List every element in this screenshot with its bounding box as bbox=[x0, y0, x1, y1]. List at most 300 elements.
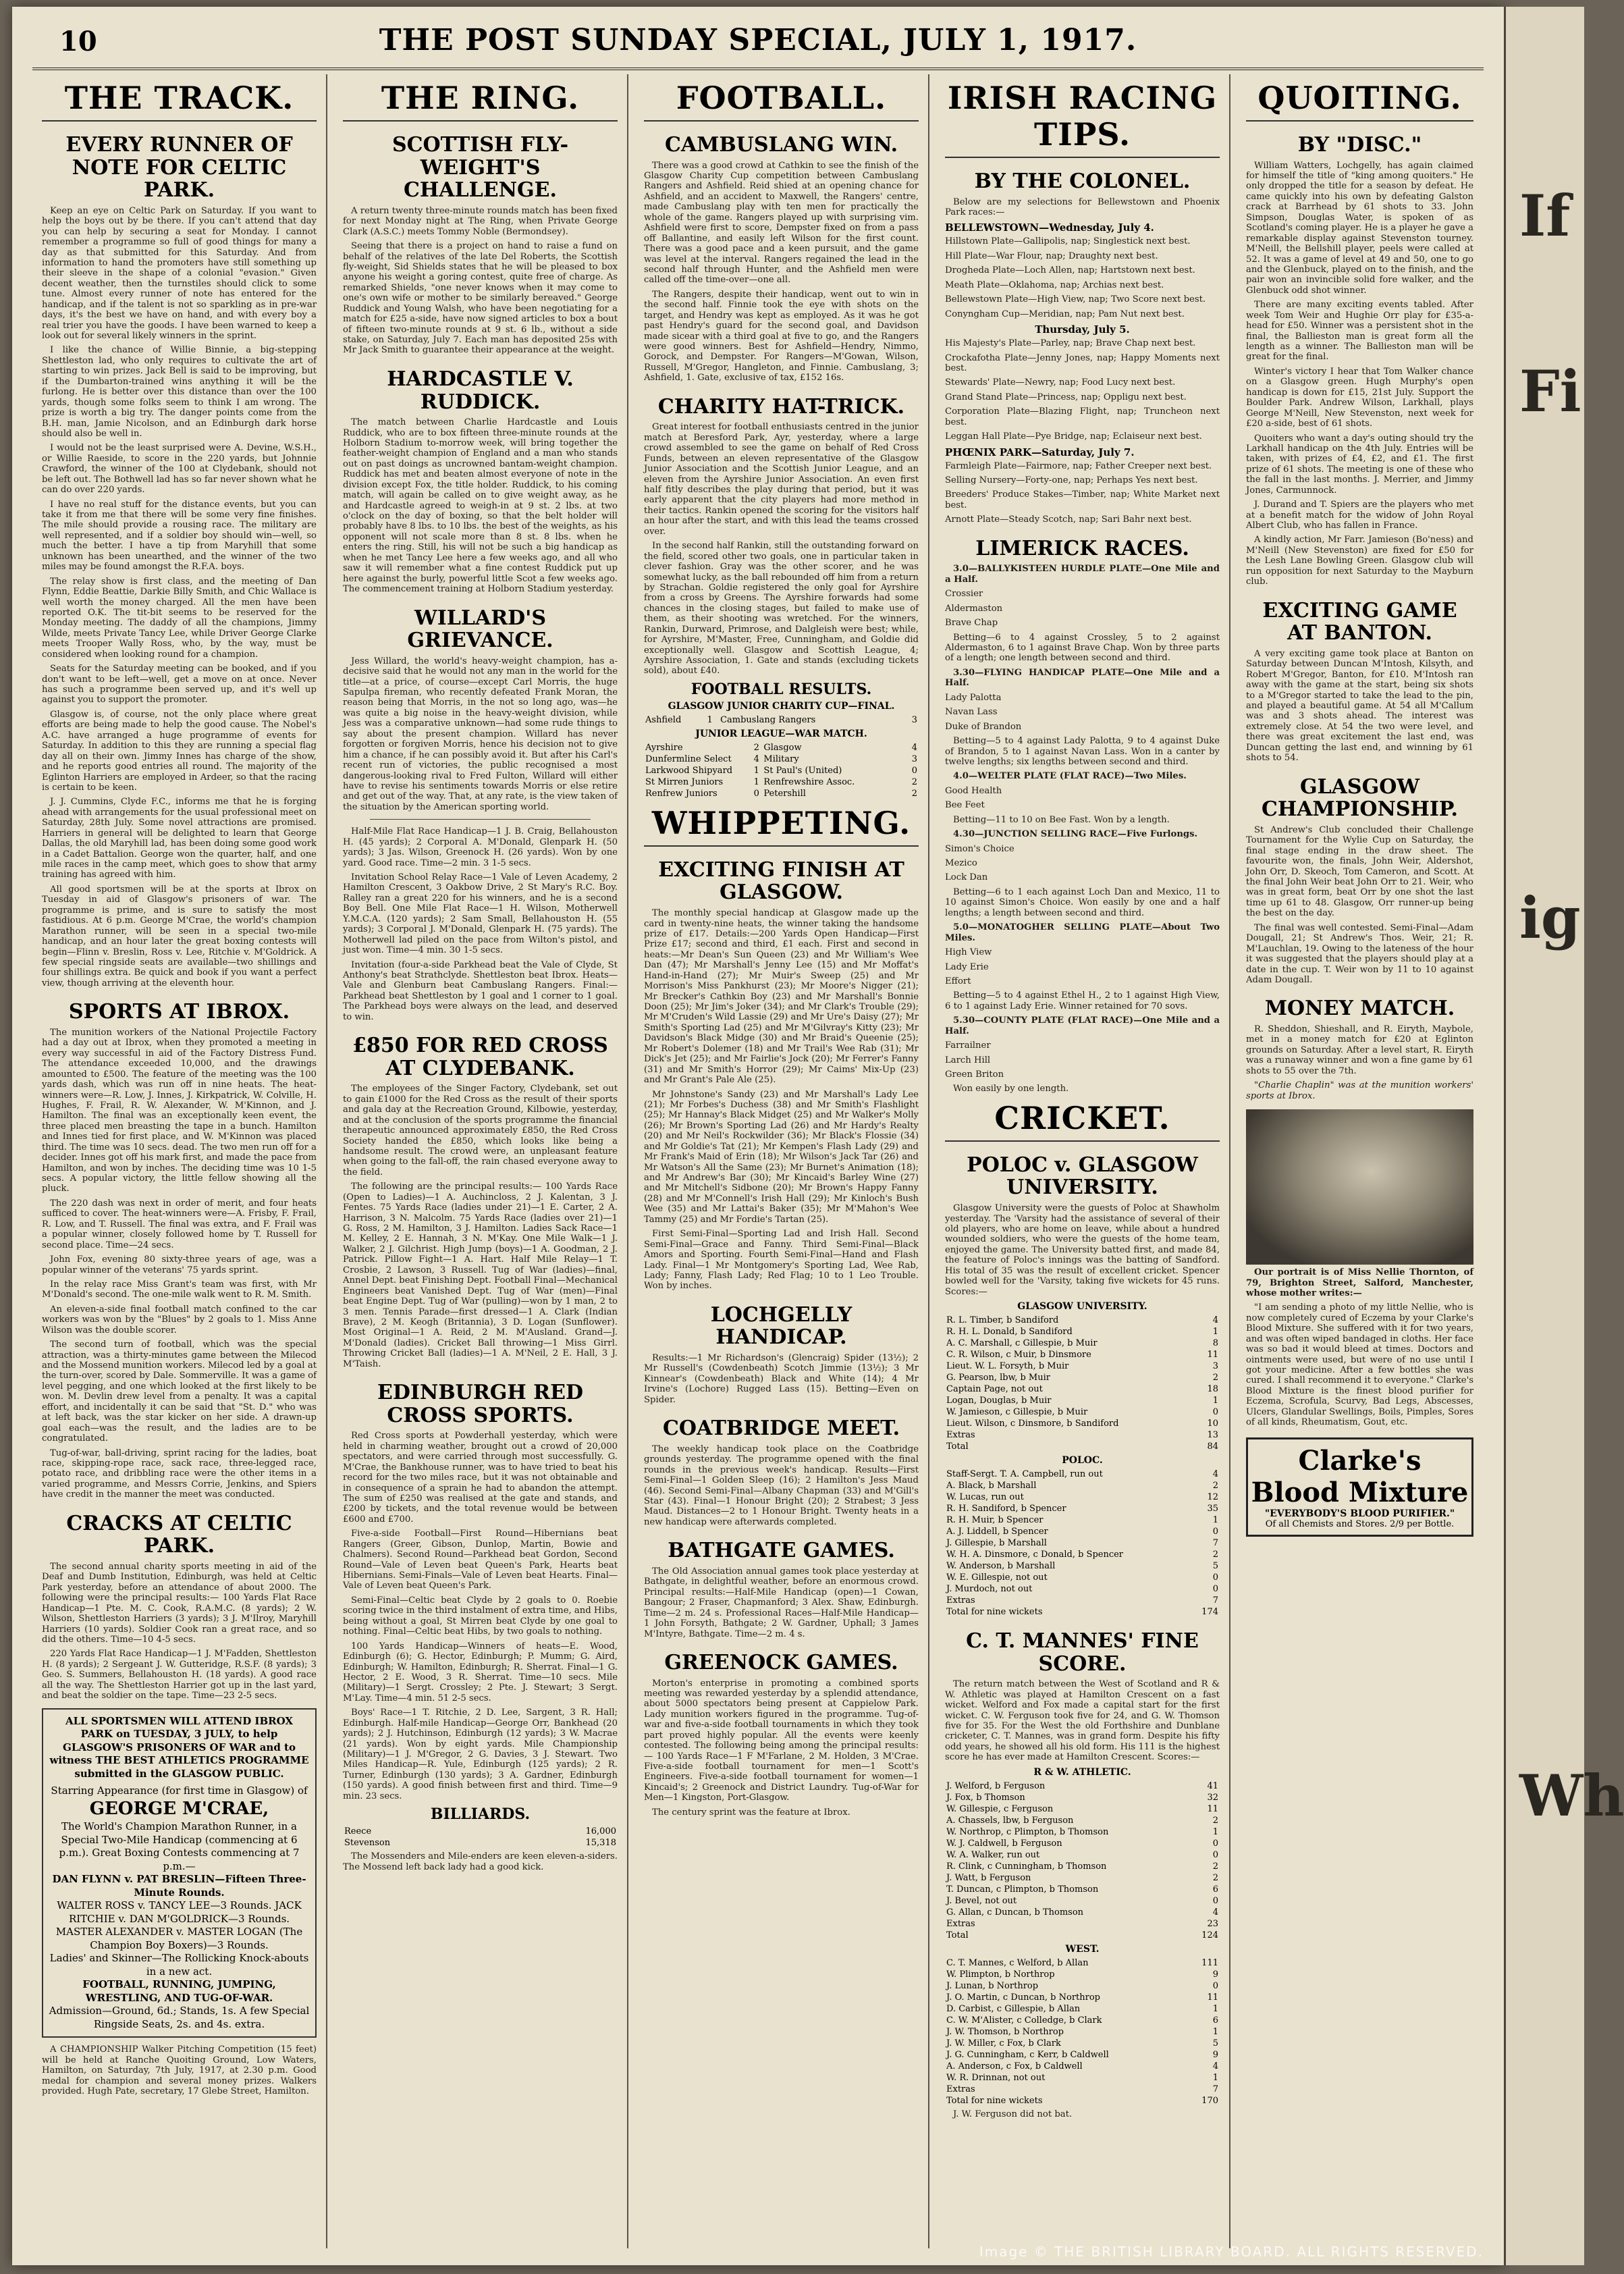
list-item: Corporation Plate—Blazing Flight, nap; Truncheon next best. bbox=[945, 406, 1220, 427]
article-headline: EXCITING GAME AT BANTON. bbox=[1262, 598, 1457, 645]
article-paragraph: R. Sheddon, Shieshall, and R. Eiryth, Maybole, met in a money match for £20 at Eglinton grounds on Saturday. After a level start, R. Eiryth was a runaway winner and won a fine game by 61 shots to 55 over the 7th. bbox=[1246, 1024, 1473, 1076]
race-betting: Betting—6 to 4 against Crossley, 5 to 2 against Aldermaston, 6 to 1 against Brave Chap. Won by three parts of a length; one length between second and third. bbox=[945, 632, 1220, 664]
article-paragraph: 220 Yards Flat Race Handicap—1 J. M'Fadden, Shettleston H. (8 yards); 2 Sergeant J. W. Gutteridge, R.S.F. (8 yards); 3 Geo. S. Summers, Bellahouston H. (18 yards). A good race all the way. The Shettleston Harrier got up in the last yard, and beat the soldier on the tape. Time—23 2-5 secs. bbox=[42, 1649, 317, 1701]
ibrox-advert bbox=[42, 1708, 317, 2038]
table-cell: 4 bbox=[753, 753, 759, 764]
table-cell: G. Pearson, lbw, b Muir bbox=[946, 1373, 1050, 1383]
table-cell: 1 bbox=[753, 765, 759, 776]
table-row bbox=[945, 1992, 1220, 2003]
scorecard-poloc bbox=[945, 1469, 1220, 1618]
table-row bbox=[945, 1491, 1220, 1503]
table-cell: Lieut. W. L. Forsyth, b Muir bbox=[946, 1361, 1069, 1371]
table-cell: 5 bbox=[1212, 2038, 1218, 2048]
article-paragraph: The century sprint was the feature at Ibrox. bbox=[652, 1807, 850, 1818]
table-cell: 4 bbox=[911, 742, 917, 753]
column-irish-racing bbox=[936, 74, 1230, 2248]
article-paragraph: Mr Johnstone's Sandy (23) and Mr Marshall's Lady Lee (21); Mr Forbes's Duchess (38) and Mr Smith's Flashlight (25); Mr Hannay's Black Midget (25) and Mr Walker's Molly (26); Mr Brown's Sporting Lad (26) and Mr Hardy's Realty (20) and Mr Neil's Rockwilder (36); Mr Black's Flossie (34) and Mr Goldie's Tat (21); Mr Kempen's Flash Lady (29) and Mr Frank's Maid of Erin (18); Mr Wilson's Jack Tar (26) and Mr Watson's All the Same (23); Mr Burnet's Animation (18); and Mr Andrew's Bar (30); Mr Kincaid's Barley Wine (27) and Mr Mitchell's Sidbone (20); Mr Brown's Happy Fanny (28) and Mr M'Connell's Irish Hall (29); Mr Kinloch's Bush Wee (35) and Mr Lattai's Baker (35); Mr M'Mahon's Wee Tammy (25) and Mr Fordie's Tartan (25). bbox=[644, 1089, 919, 1225]
table-cell: 2 bbox=[1212, 1550, 1218, 1560]
article-paragraph: Winter's victory I hear that Tom Walker chance on a Glasgow green. Hugh Murphy's open handicap is down for £15, 21st July. Support the Boulder Park. Andrew Wilson, Larkhall, plays George M'Neill, New Stevenston, next week for £20 a-side, best of 61 shots. bbox=[1246, 366, 1473, 429]
meeting-heading: BELLEWSTOWN—Wednesday, July 4. bbox=[945, 221, 1154, 234]
article-headline: WILLARD'S GRIEVANCE. bbox=[407, 606, 553, 653]
table-cell: 11 bbox=[1207, 1350, 1218, 1360]
advert-head: ALL SPORTSMEN WILL ATTEND IBROX PARK on TUESDAY, 3 JULY, to help GLASGOW'S PRISONERS OF WAR and to witness THE BEST ATHLETICS PROGRAMME submitted in the GLASGOW PUBLIC. bbox=[49, 1714, 309, 1780]
list-item: Mezico bbox=[945, 858, 977, 868]
table-cell: 111 bbox=[1201, 1957, 1218, 1968]
table-cell: 4 bbox=[1212, 1315, 1218, 1325]
section-heading: QUOITING. bbox=[1246, 80, 1473, 122]
table-cell: 0 bbox=[911, 765, 917, 776]
list-item: Bee Feet bbox=[945, 800, 985, 811]
table-row bbox=[945, 1349, 1220, 1360]
table-row bbox=[644, 765, 919, 776]
table-cell: 11 bbox=[1207, 1803, 1218, 1814]
table-row bbox=[945, 1980, 1220, 1992]
advert-line: Admission—Ground, 6d.; Stands, 1s. A few Special Ringside Seats, 2s. and 4s. extra. bbox=[49, 2005, 310, 2030]
article-headline: EVERY RUNNER OF NOTE FOR CELTIC PARK. bbox=[65, 133, 293, 203]
article-paragraph: The 220 dash was next in order of merit, and four heats sufficed to cover. The heat-winners were—A. Frisby, F. Frail, R. Low, and T. Russell. The final was extra, and F. Frail was a popular winner, closely followed home by T. Russell for second place. Time—24 secs. bbox=[42, 1198, 317, 1250]
table-cell: 3 bbox=[911, 753, 917, 764]
article-paragraph: A return twenty three-minute rounds match has been fixed for next Monday night at The Ring, when Private George Clark (A.S.C.) meets Tommy Noble (Bermondsey). bbox=[343, 205, 618, 237]
table-cell: Extras bbox=[946, 2084, 975, 2094]
race-betting: Won easily by one length. bbox=[953, 1084, 1069, 1094]
portrait-caption: Our portrait is of Miss Nellie Thornton, of 79, Brighton Street, Salford, Manchester, whose mother writes:— bbox=[1246, 1267, 1473, 1298]
column-quoiting bbox=[1237, 74, 1483, 2248]
table-cell: 0 bbox=[753, 788, 759, 799]
article-paragraph: I like the chance of Willie Binnie, a big-stepping Shettleston lad, who only requires to cultivate the art of starting to win prizes. Jack Bell is said to be improving, but if the Dumbarton-trained wins anything it will be the furlong. He is better over this distance than over the 100 yards, though some folks seem to think I am wrong. The prize is worth a big try. The danger points come from the B.H. man, Jamie Nicolson, and an Edinburgh dark horse should also be well in. bbox=[42, 345, 317, 439]
article-headline: LOCHGELLY HANDICAP. bbox=[710, 1302, 852, 1350]
list-item: Effort bbox=[945, 976, 971, 986]
scorecard-total bbox=[945, 1930, 1220, 1941]
article-headline: EXCITING FINISH AT GLASGOW. bbox=[658, 857, 904, 905]
article-paragraph: Jess Willard, the world's heavy-weight champion, has a-decisive said that he would not any man in the world for the title—at a price, of course—except Carl Morris, the huge Sapulpa fireman, who recently defeated Frank Moran, the reason being that Morris, in the not so long ago, was—he was quite a big noise in the heavy-weight division, while Jess was a comparative unknown—had some rude things to say about the present champion. Willard has never forgotten or forgiven Morris, hence his decision not to give him a chance, if he can possibly avoid it. But after his Carl's recent run of victories, the public recognised a most dangerous-looking rival to Fred Fulton, Willard will either have to revise his sentiments towards Morris or else retire and get out of the way. That, at any rate, is the view taken of the situation by the American sporting world. bbox=[343, 656, 618, 812]
placings bbox=[945, 693, 1220, 732]
table-cell: Total for nine wickets bbox=[946, 1607, 1043, 1617]
advert-line: WALTER ROSS v. TANCY LEE—3 Rounds. JACK RITCHIE v. DAN M'GOLDRICK—3 Rounds. MASTER ALEXANDER v. MASTER LOGAN (The Champion Boy Boxers)—3 Rounds. bbox=[55, 1899, 303, 1951]
table-cell: W. Northrop, c Plimpton, b Thomson bbox=[946, 1826, 1109, 1837]
article-headline: CRACKS AT CELTIC PARK. bbox=[66, 1511, 292, 1558]
scorecard-rows bbox=[945, 1315, 1220, 1441]
list-item: Crockafotha Plate—Jenny Jones, nap; Happy Moments next best. bbox=[945, 352, 1220, 373]
column-ring bbox=[333, 74, 628, 2248]
table-cell: 0 bbox=[1212, 1407, 1218, 1417]
article-headline: CAMBUSLANG WIN. bbox=[664, 133, 898, 157]
table-cell: J. Watt, b Ferguson bbox=[946, 1872, 1031, 1883]
list-item: Farrailner bbox=[945, 1040, 991, 1051]
article-paragraph: The munition workers of the National Projectile Factory had a day out at Ibrox, when they promoted a meeting in every way successful in aid of the Factory Distress Fund. The attendance exceeded 10,000, and the drawings amounted to £500. The feature of the meeting was the 100 yards dash, which was run off in nine heats. The heat-winners were—R. Low, J. Innes, J. Kirkpatrick, W. Colville, H. Hughes, F. Frail, R. W. Alexander, W. M'Kinnon, and J. Hamilton. The final was an exceptionally keen event, the three placed men breasting the tape in a bunch. Hamilton and Innes tied for first place, and W. M'Kinnon was placed third. The time was 10 secs. dead. The two men run off for a decider. Innes got off his mark first, and made the pace from Hamilton, and won by inches. The deciding time was 10 1-5 secs. A popular victory, the little fellow showing all the pluck. bbox=[42, 1027, 317, 1194]
table-cell: W. Gillespie, c Ferguson bbox=[946, 1803, 1054, 1814]
table-cell: Ashfield bbox=[645, 714, 682, 725]
divider bbox=[370, 819, 591, 820]
child-portrait-photo bbox=[1246, 1109, 1473, 1265]
table-cell: St Paul's (United) bbox=[763, 765, 842, 776]
article-paragraph: "Charlie Chaplin" was at the munition workers' sports at Ibrox. bbox=[1246, 1080, 1473, 1101]
table-row bbox=[945, 1383, 1220, 1395]
clarke-advert bbox=[1246, 1437, 1473, 1537]
table-row bbox=[945, 1930, 1220, 1941]
section-heading: THE TRACK. bbox=[42, 80, 317, 122]
table-cell: W. Anderson, b Marshall bbox=[946, 1561, 1056, 1571]
table-cell: 4 bbox=[1212, 2061, 1218, 2071]
table-cell: Total bbox=[946, 1930, 969, 1940]
clarke-small: Of all Chemists and Stores. 2/9 per Bottle. bbox=[1265, 1518, 1455, 1529]
article-paragraph: Half-Mile Flat Race Handicap—1 J. B. Craig, Bellahouston H. (45 yards); 2 Corporal A. M'Donald, Glenpark H. (50 yards); 3 Jas. Wilson, Greenock H. (26 yards). Won by one yard. Good race. Time—2 min. 3 1-5 secs. bbox=[343, 826, 618, 868]
article-headline: BY THE COLONEL. bbox=[974, 169, 1191, 193]
table-cell: C. R. Wilson, c Muir, b Dinsmore bbox=[946, 1350, 1091, 1360]
article-headline: SCOTTISH FLY-WEIGHT'S CHALLENGE. bbox=[391, 133, 569, 203]
table-cell: 7 bbox=[1212, 2084, 1218, 2094]
article-paragraph: The Old Association annual games took place yesterday at Bathgate, in delightful weather, before an enormous crowd. Principal results:—Half-Mile Handicap (open)—1 Cowan, Bangour; 2 Fraser, Chapmanford; 3 Alex. Shaw, Edinburgh. Time—2 m. 24 s. Professional Races—Half-Mile Handicap—1 John Forsyth, Bathgate; 2 W. Gardner, Uphall; 3 James M'Intyre, Bathgate. Time—2 m. 4 s. bbox=[644, 1566, 919, 1639]
column-football bbox=[634, 74, 929, 2248]
article-paragraph: A very exciting game took place at Banton on Saturday between Duncan M'Intosh, Kilsyth, and Robert M'Gregor, Banton, for £10. M'Intosh ran away with the game at the start, being six shots to a M'Gregor started to take the lead to the pin, and played a beautiful game. At 54 all M'Callum was and 3 shots ahead. The interest was extremely close. At 54 the two were level, and there was great excitement the last end, was Duncan getting the last end, and winning by 61 shots to 54. bbox=[1246, 648, 1473, 764]
results-subheading: GLASGOW JUNIOR CHARITY CUP—FINAL. bbox=[668, 700, 895, 712]
list-item: Good Health bbox=[945, 785, 1002, 796]
article-paragraph: In the second half Rankin, still the outstanding forward on the field, scored other two goals, one in particular taken in clever fashion. Gray was the other scorer, and he was somewhat lucky, as the ball rebounded off him from a return by Strachan. Goldie registered the only goal for Ayrshire from a cross by Greens. The Ayrshire forwards had some chances in the closing stages, but failed to make use of them, as their shooting was wretched. For the winners, Rankin, Durward, Primrose, and Dalgleish were best; while, for Ayrshire, M'Master, Free, Cunningham, and Goldie did exceptionally well. Glasgow and Scottish League, 4; Ayrshire Association, 1. Gate and stands (excluding tickets sold), about £40. bbox=[644, 541, 919, 677]
table-cell: 0 bbox=[1212, 1527, 1218, 1537]
article-paragraph: Morton's enterprise in promoting a combined sports meeting was rewarded yesterday by a splendid attendance, about 5000 spectators being present at Cappielow Park. Lady munition workers figured in the programme. Tug-of-war and five-a-side football tournaments in which they took part proved highly popular. All the events were keenly contested. The following being among the principal results:— 100 Yards Race—1 F M'Farlane, 2 M. Holden, 3 M'Crae. Five-a-side football tournament for men—1 Scott's Engineers. Five-a-side football tournament for women—1 Kincaid's; 2 Greenock and District Laundry. Tug-of-War for Men—1 Kingston, Port-Glasgow. bbox=[644, 1678, 919, 1803]
table-cell: J. W. Miller, c Fox, b Clark bbox=[946, 2038, 1061, 2048]
list-item: Lady Erie bbox=[945, 961, 989, 972]
article-headline: BATHGATE GAMES. bbox=[668, 1539, 895, 1563]
placings bbox=[945, 947, 1220, 986]
article-paragraph: Great interest for football enthusiasts centred in the junior match at Beresford Park, Ayr, yesterday, where a large crowd assembled to see the game on behalf of Red Cross Funds, between an eleven representative of the Glasgow Junior Association and the Scottish Junior League, and an eleven from the Ayrshire Junior Association. An even first half fitly describes the play during that period, but it was early apparent that the city players had more method in their tactics. Rankin opened the scoring for the visitors half an hour after the start, and with this lead the teams crossed over. bbox=[644, 422, 919, 537]
table-cell: R. H. L. Donald, b Sandiford bbox=[946, 1327, 1073, 1337]
billiards-rows bbox=[343, 1826, 618, 1849]
list-item: Navan Lass bbox=[945, 707, 998, 718]
table-row bbox=[945, 1780, 1220, 1792]
cup-final-table bbox=[644, 714, 919, 726]
article-paragraph: The relay show is first class, and the meeting of Dan Flynn, Eddie Beattie, Darkie Billy Smith, and Chic Wallace is well worth the money charged. All the men have been reported O.K. The tit-bit seems to be reserved for the Monday meeting. The daddy of all the champions, Jimmy Wilde, meets Private Tancy Lee, while Driver George Clarke meets Trooper Wally Ross, who, by the way, must be considered when looking round for a champion. bbox=[42, 576, 317, 660]
table-cell: Captain Page, not out bbox=[946, 1384, 1043, 1394]
article-paragraph: The second annual charity sports meeting in aid of the Deaf and Dumb Institution, Edinburgh, was held at Celtic Park yesterday, before an attendance of about 2000. The following were the principal results:— 100 Yards Flat Race Handicap—1 Pte. M. C. Cook, R.A.M.C. (8 yards); 2 W. Wilson, Shettleston Harriers (3 yards); 3 J. M'Ilroy, Maryhill Harriers (10 yards). Soldier Cook ran a great race, and so did the others. Time—10 4-5 secs. bbox=[42, 1561, 317, 1645]
table-row bbox=[945, 2038, 1220, 2049]
table-cell: 1 bbox=[753, 776, 759, 787]
adjacent-page-text: If bbox=[1519, 182, 1571, 249]
table-row bbox=[945, 2084, 1220, 2095]
article-paragraph: Red Cross sports at Powderhall yesterday, which were held in charming weather, brought out a crowd of 20,000 spectators, and were carried through most successfully. G. M'Crae, the Bankhouse runner, was to have tried to beat his record for the two miles race, but it was not obtainable and in consequence of a sprain he had to abandon the attempt. The sum of £250 was realised at the gate and stands, and £200 by tickets, and the total revenue would be between £600 and £700. bbox=[343, 1431, 618, 1525]
scorecard-heading: GLASGOW UNIVERSITY. bbox=[1017, 1301, 1147, 1312]
table-cell: 84 bbox=[1207, 1442, 1218, 1452]
article-paragraph: The Rangers, despite their handicap, went out to win in the second half. Finnie took the eye with shots on the target, and Hendry was kept as employed. As it was he got past Hendry's guard for the second goal, and Davidson made sicear with a third goal at five to go, and the Rangers were good winners. Best for Ashfield—Hendry, Nimmo, Gorock, and Dempster. For Rangers—M'Gowan, Wilson, Russell, M'Gregor, Hangleton, and Finnie. Cambuslang, 3; Ashfield, 1. Gate, exclusive of tax, £152 16s. bbox=[644, 289, 919, 384]
advert-line: The World's Champion Marathon Runner, in a Special Two-Mile Handicap (commencing at 6 p.m.). Great Boxing Contests commencing at 7 p.m.— bbox=[59, 1820, 300, 1872]
table-row bbox=[644, 776, 919, 788]
table-cell: 0 bbox=[1212, 1838, 1218, 1849]
table-cell: Stevenson bbox=[344, 1838, 391, 1849]
table-row bbox=[945, 1360, 1220, 1372]
table-cell: 3 bbox=[1212, 1361, 1218, 1371]
table-row bbox=[945, 1872, 1220, 1884]
list-item: Grand Stand Plate—Princess, nap; Oppligu next best. bbox=[945, 392, 1187, 402]
table-cell: Extras bbox=[946, 1595, 975, 1606]
table-cell: 174 bbox=[1201, 1607, 1218, 1617]
article-paragraph: I have no real stuff for the distance events, but you can take it from me that there will be some very fine finishes. The mile should provide a rousing race. The military are well represented, and if a soldier boy should win—well, so much the better. I have a tip from Maryhill that some unknown has been unearthed, and the winner of the two miles may be found amongst the R.F.A. boys. bbox=[42, 499, 317, 573]
masthead bbox=[32, 20, 1484, 70]
table-row bbox=[945, 1503, 1220, 1514]
table-cell: R. Clink, c Cunningham, b Thomson bbox=[946, 1861, 1107, 1872]
scorecard-total bbox=[945, 2095, 1220, 2107]
table-row bbox=[945, 1969, 1220, 1980]
race-title: 4.0—WELTER PLATE (FLAT RACE)—Two Miles. bbox=[953, 771, 1187, 782]
results-subheading: JUNIOR LEAGUE—WAR MATCH. bbox=[695, 728, 867, 739]
list-item: Leggan Hall Plate—Pye Bridge, nap; Eclaiseur next best. bbox=[945, 431, 1202, 442]
article-headline: EDINBURGH RED CROSS SPORTS. bbox=[377, 1381, 583, 1427]
scorecard-note: J. W. Ferguson did not bat. bbox=[953, 2109, 1073, 2119]
clarke-brand: Clarke's Blood Mixture bbox=[1251, 1444, 1469, 1508]
table-cell: J. G. Cunningham, c Kerr, b Caldwell bbox=[946, 2049, 1109, 2060]
article-paragraph: Seeing that there is a project on hand to raise a fund on behalf of the relatives of the late Del Roberts, the Scottish fly-weight, Sid Shields states that he will be pleased to box anyone his weight a goring contest, quite free of charge. As remarked Shields, "one never knows when it may come to one's own wife or mother to be similarly bereaved." George Ruddick and Young Walsh, who have been negotiating for a match for £25 a-side, have now signed articles to box a bout of fifteen two-minute rounds at 9 st. 6 lb., without a side stake, on Saturday, July 7. Each man has deposited 25s with Mr Jack Smith to guarantee their appearance at the weight. bbox=[343, 241, 618, 356]
article-headline: SPORTS AT IBROX. bbox=[68, 1000, 290, 1024]
table-cell: 0 bbox=[1212, 1849, 1218, 1860]
list-item: Conyngham Cup—Meridian, nap; Pam Nut next best. bbox=[945, 309, 1185, 319]
article-paragraph: I would not be the least surprised were A. Devine, W.S.H., or Willie Raeside, to score in the 220 yards, but Johnnie Crawford, the winner of the 100 at Clydebank, should not be left out. The Bothwell lad has so far never shown what he can do over 220 yards. bbox=[42, 443, 317, 496]
results-heading: FOOTBALL RESULTS. bbox=[691, 680, 872, 698]
race-title: 5.0—MONATOGHER SELLING PLATE—About Two Miles. bbox=[945, 922, 1220, 943]
table-row bbox=[945, 1918, 1220, 1930]
table-cell: J. Gillespie, b Marshall bbox=[946, 1538, 1047, 1548]
article-paragraph: The following are the principal results:— 100 Yards Race (Open to Ladies)—1 A. Auchincloss, 2 J. Kalentan, 3 J. Fentes. 75 Yards Race (ladies under 21)—1 E. Carter, 2 A. Harrison, 3 N. Malcolm. 75 Yards Race (ladies over 21)—1 G. Ross, 2 M. Hamilton, 3 J. Hamilton. Ladies Sack Race—1 M. Kelley, 2 E. Hannah, 3 N. M'Kay. One Mile Walk—1 J. Walker, 2 J. Gilchrist. High Jump (boys)—1 A. Goodman, 2 J. Patrick. Pillow Fight—1 A. Hart. Half Mile Relay—1 T. Crosbie, 2 Lawson, 3 Russell. Tug of War (ladies)—final, Annel Dept. beat Finishing Dept. Football Final—Mechanical Engineers beat Vanished Dept. Tug of War (men)—Final beat Engine Dept. Tug of War (pulling)—won by 1 man, 2 to 3 men. Tennis Parade—first dressed—1 A. Clark (Indian Brave), 2 M. Keogh (Britannia), 3 D. Logan (Sunflower). Most Original—1 A. Reid, 2 M. M'Ausland. Grand—J. M'Donald (ladies). Cricket Ball throwing—1 Miss Girrl. Throwing Cricket Ball (ladies)—1 A. M'Neil, 2 E. Hall, 3 J. M'Taish. bbox=[343, 1182, 618, 1369]
table-row bbox=[945, 2026, 1220, 2038]
testimonial: "I am sending a photo of my little Nellie, who is now completely cured of Eczema by your Clarke's Blood Mixture. She suffered with it for two years, and was often wiped bandaged in cloths. Her face was so bad it would bleed at times. Doctors and ointments were used, but were of no use until I got your medicine. After a few bottles she was cured. I shall recommend it to everyone." Clarke's Blood Mixture is the finest blood purifier for Eczema, Scrofula, Scurvy, Bad Legs, Abscesses, Ulcers, Glandular Swellings, Boils, Pimples, Sores of all kinds, Rheumatism, Gout, etc. bbox=[1246, 1302, 1473, 1428]
table-row bbox=[644, 714, 919, 726]
list-item: Lady Palotta bbox=[945, 692, 1002, 703]
table-cell: A. Black, b Marshall bbox=[946, 1481, 1037, 1491]
scorecard-rows bbox=[945, 1780, 1220, 1930]
list-item: Meath Plate—Oklahoma, nap; Archias next best. bbox=[945, 280, 1164, 290]
advert-line: Starring Appearance (for first time in Glasgow) of bbox=[51, 1784, 308, 1797]
table-cell: 0 bbox=[1212, 1572, 1218, 1583]
scorecard-heading: WEST. bbox=[1065, 1943, 1100, 1955]
column-track bbox=[32, 74, 327, 2248]
article-paragraph: Keep an eye on Celtic Park on Saturday. If you want to help the boys out by be there. If you can't attend that day you can help by securing a seat for Monday. I cannot remember a programme so full of good things for many a day as that submitted for this Saturday. And from information to hand the promoters have still something up their sleeve in the shape of a colonial "evasion." Given decent weather, then the turnstiles should click to some tune. Almost every runner of note has entered for the handicap, and if the talent is not so sparkling as in pre-war days, it's the best we have on hand, and with every boy a real trier you have the goods. I have been warned to keep a look out for several likely winners in the sprint. bbox=[42, 205, 317, 342]
table-cell: A. Chassels, lbw, b Ferguson bbox=[946, 1815, 1074, 1826]
article-paragraph: Glasgow University were the guests of Poloc at Shawholm yesterday. The 'Varsity had the assistance of several of their old players, who are home on leave, while about a hundred wounded soldiers, who were the guests of the home team, enjoyed the game. The University batted first, and made 84, the feature of Poloc's innings was the batting of Sandford. His total of 35 was the result of excellent cricket. Spencer bowled well for the 'Varsity, taking five wickets for 45 runs. Scores:— bbox=[945, 1203, 1220, 1297]
table-cell: 0 bbox=[1212, 1895, 1218, 1906]
cup-final-row bbox=[644, 714, 919, 726]
tips-list bbox=[945, 461, 1220, 525]
table-cell: 1 bbox=[1212, 1327, 1218, 1337]
table-cell: 170 bbox=[1201, 2095, 1218, 2106]
advert-name: GEORGE M'CRAE, bbox=[89, 1798, 269, 1819]
table-cell: 1 bbox=[1212, 2003, 1218, 2014]
table-cell: Renfrewshire Assoc. bbox=[763, 776, 855, 787]
list-item: High View bbox=[945, 947, 992, 958]
list-item: Stewards' Plate—Newry, nap; Food Lucy next best. bbox=[945, 377, 1176, 388]
article-paragraph: The second turn of football, which was the special attraction, was a thirty-minutes game between the Milecod and the Mossend munition workers. Milecod led by a goal at the turn-over, scored by Dale. Sommerville. It was a game of level pegging, and one which looked at the first likely to be won. M. Devlin drew level from a penalty. It was a capital effort, and incidentally it can be said that "St. D." who was at left back, was the star kicker on her side. A drawn-up goal each—was the result, and the ladies are to be congratulated. bbox=[42, 1340, 317, 1444]
table-cell: 2 bbox=[1212, 1481, 1218, 1491]
clarke-tagline: "EVERYBODY'S BLOOD PURIFIER." bbox=[1264, 1508, 1455, 1519]
race-betting: Betting—6 to 1 each against Loch Dan and Mexico, 11 to 10 against Simon's Choice. Won easily by one and a half lengths; a length between second and third. bbox=[945, 887, 1220, 918]
list-item: Larch Hill bbox=[945, 1055, 991, 1065]
classified-advert: A CHAMPIONSHIP Walker Pitching Competition (15 feet) will be held at Ranche Quoiting Ground, Low Waters, Hamilton, on Saturday, 7th July, 1917, at 2.30 p.m. Good medal for champion and several money prizes. Walkers provided. Hugh Pate, secretary, 17 Glebe Street, Hamilton. bbox=[42, 2044, 317, 2097]
league-results-table bbox=[644, 742, 919, 799]
article-paragraph: Tug-of-war, ball-driving, sprint racing for the ladies, boat race, skipping-rope race, sack race, three-legged race, potato race, and dribbling race were the other items in a varied programme, and Messrs Corrie, Jenkins, and Spiers have credit in the manner the meet was conducted. bbox=[42, 1448, 317, 1500]
table-cell: A. J. Liddell, b Spencer bbox=[946, 1527, 1048, 1537]
table-cell: Dunfermline Select bbox=[645, 753, 732, 764]
list-item: Arnott Plate—Steady Scotch, nap; Sari Bahr next best. bbox=[945, 514, 1192, 525]
section-heading: THE RING. bbox=[343, 80, 618, 122]
table-row bbox=[945, 2061, 1220, 2072]
table-cell: J. Fox, b Thomson bbox=[946, 1792, 1025, 1803]
section-heading: IRISH RACING TIPS. bbox=[945, 80, 1220, 158]
article-byline: BY "DISC." bbox=[1297, 133, 1422, 157]
newspaper-page bbox=[12, 7, 1504, 2265]
table-row bbox=[945, 1537, 1220, 1549]
table-cell: 8 bbox=[1212, 1338, 1218, 1348]
table-cell: Larkwood Shipyard bbox=[645, 765, 733, 776]
table-cell: 1 bbox=[1212, 1826, 1218, 1837]
article-paragraph: The weekly handicap took place on the Coatbridge grounds yesterday. The programme opened with the final rounds in the previous week's handicap. Results—First Semi-Final—1 Golden Sleep (16); 2 Hamilton's Jess Maud (46). Second Semi-Final—Albany Chapman (33) and M'Gill's Star (43). Final—1 Honour Bright (20); 2 Strabest; 3 Jess Maud. Distances—2 to 1 Honour Bright. Twenty heats in a new handicap were afterwards completed. bbox=[644, 1444, 919, 1527]
table-cell: W. E. Gillespie, not out bbox=[946, 1572, 1048, 1583]
billiards-heading: BILLIARDS. bbox=[430, 1805, 531, 1824]
table-cell: Cambuslang Rangers bbox=[720, 714, 816, 725]
table-cell: 3 bbox=[911, 714, 917, 725]
section-heading: FOOTBALL. bbox=[644, 80, 919, 122]
table-cell: 4 bbox=[1212, 1907, 1218, 1918]
table-row bbox=[644, 788, 919, 799]
table-cell: 2 bbox=[911, 788, 917, 799]
article-paragraph: 100 Yards Handicap—Winners of heats—E. Wood, Edinburgh (6); G. Hector, Edinburgh; P. Mumm; G. Aird, Edinburgh; W. Hamilton, Edinburgh; R. Sherrat. Final—1 G. Hector, 2 E. Wood, 3 R. Sherrat. Time—10 secs. Mile (Military)—1 Sergt. Crossley; 2 Pte. J. Stewart; 3 Sergt. M'Lay. Time—4 min. 51 2-5 secs. bbox=[343, 1641, 618, 1703]
table-cell: J. O. Martin, c Duncan, b Northrop bbox=[946, 1992, 1101, 2003]
article-paragraph: The employees of the Singer Factory, Clydebank, set out to gain £1000 for the Red Cross as the result of their sports and gala day at the Recreation Ground, Kilbowie, yesterday, and at the conclusion of the sports programme the financial therapeutic announced approximately £850, the Red Cross Society handed the £850, which looks like being a handsome result. The crowd were, an unpleasant feature when going to the fall-off, the rain chased everyone away to the field. bbox=[343, 1084, 618, 1178]
table-cell: 1 bbox=[707, 714, 713, 725]
table-cell: C. W. M'Alister, c Colledge, b Clark bbox=[946, 2015, 1102, 2026]
table-row bbox=[945, 1480, 1220, 1491]
meeting-heading: PHŒNIX PARK—Saturday, July 7. bbox=[945, 446, 1135, 458]
page-number: 10 bbox=[59, 26, 97, 57]
article-paragraph: All good sportsmen will be at the sports at Ibrox on Tuesday in aid of Glasgow's prisoners of war. The programme is prime, and is sure to satisfy the most fastidious. At 6 p.m. George M'Crae, the world's champion Marathon runner, will be seen in a special two-mile handicap, and an hour later the great boxing contests will begin—Flinn v. Breslin, Ross v. Lee, Ritchie v. M'Goldrick. A few special ringside seats are available—two shillings and four shillings extra. Be quick and book if you want a perfect view, though arriving at the eleventh hour. bbox=[42, 884, 317, 988]
table-cell: Glasgow bbox=[763, 742, 802, 753]
article-paragraph: Semi-Final—Celtic beat Clyde by 2 goals to 0. Roebie scoring twice in the third instalment of extra time, and Hibs, being without a goal, St Mirren beat Clyde by one goal to nothing. Final—Celtic beat Hibs, by two goals to nothing. bbox=[343, 1595, 618, 1637]
table-cell: W. H. A. Dinsmore, c Donald, b Spencer bbox=[946, 1550, 1124, 1560]
article-headline: CHARITY HAT-TRICK. bbox=[657, 394, 905, 419]
table-cell: W. J. Caldwell, b Ferguson bbox=[946, 1838, 1062, 1849]
list-item: Hill Plate—War Flour, nap; Draughty next best. bbox=[945, 250, 1158, 261]
article-paragraph: John Fox, evening 80 sixty-three years of age, was a popular winner of the veterans' 75 yards sprint. bbox=[42, 1254, 317, 1275]
table-row bbox=[945, 1861, 1220, 1872]
league-results-rows bbox=[644, 742, 919, 799]
table-row bbox=[945, 1315, 1220, 1326]
article-paragraph: Invitation School Relay Race—1 Vale of Leven Academy, 2 Hamilton Crescent, 3 Oakbow Drive, 2 St Mary's R.C. Boy. Ralley ran a great 220 for his winners, and he is a second Boy Bell. One Mile Flat Race—1 H. Wilson, Motherwell Y.M.C.A. (120 yards); 2 Sam Small, Bellahouston H. (55 yards); 3 Corporal J. M'Donald, Glenpark H. (75 yards). The Motherwell lad piled on the pace from Wilton's pistol, and just won. Time—4 min. 30 1-5 secs. bbox=[343, 872, 618, 956]
table-cell: 35 bbox=[1207, 1504, 1218, 1514]
table-cell: 2 bbox=[753, 742, 759, 753]
columns bbox=[32, 74, 1484, 2248]
article-headline: HARDCASTLE V. RUDDICK. bbox=[387, 367, 574, 414]
article-paragraph: Glasgow is, of course, not the only place where great efforts are being made to help the good cause. The Nobel's A.C. have arranged a huge programme of events for Saturday. In addition to this they are running a special flag day all on their own. Jimmy Innes has charge of the show, and he reports good entries all round. The majority of the Eglinton Harriers are employed in Ardeer, so that the racing is certain to be keen. bbox=[42, 709, 317, 793]
table-row bbox=[945, 1526, 1220, 1537]
table-cell: W. Plimpton, b Northrop bbox=[946, 1969, 1055, 1980]
table-cell: 2 bbox=[1212, 1861, 1218, 1872]
table-cell: 9 bbox=[1212, 2049, 1218, 2060]
tips-list bbox=[945, 236, 1220, 319]
table-row bbox=[945, 1326, 1220, 1338]
article-paragraph: The match between Charlie Hardcastle and Louis Ruddick, who are to box fifteen three-minute rounds at the Holborn Stadium to-morrow week, will bring together the feather-weight champion of England and a man who stands out on past doings as uncrowned bantam-weight champion. Ruddick has met and beaten almost everyone of note in the division except Fox, the title holder. Ruddick, to his coming match, will again be called on to give weight away, as he and Hardcastle agreed to weigh-in at 9 st. 2 lbs. at two o'clock on the day of boxing, so that the belt holder will probably have 8 lbs. to 10 lbs. the best of the weights, as his opponent will not scale more than 8 st. 8 lbs. when he enters the ring. Still, his will not be such a big handicap as when he met Tancy Lee here a few weeks ago, and all who saw it will remember what a fine contest Ruddick put up here against the burly, powerful little Scot a few weeks ago. The commencement training at Holborn Stadium yesterday. bbox=[343, 417, 618, 595]
table-row bbox=[945, 1372, 1220, 1383]
list-item: Farmleigh Plate—Fairmore, nap; Father Creeper next best. bbox=[945, 460, 1212, 471]
table-cell: J. Lunan, b Northrop bbox=[946, 1980, 1039, 1991]
table-cell: 4 bbox=[1212, 1469, 1218, 1479]
race-title: 5.30—COUNTY PLATE (FLAT RACE)—One Mile and a Half. bbox=[945, 1015, 1220, 1036]
article-paragraph: An eleven-a-side final football match confined to the car workers was won by the "Blues" by 2 goals to 1. Miss Anne Wilson was the double scorer. bbox=[42, 1304, 317, 1336]
article-paragraph: The return match between the West of Scotland and R & W. Athletic was played at Hamilton Crescent on a fast wicket. Welford and Fox made a capital start for the first wicket. C. W. Ferguson took five for 24, and G. W. Thomson five for 35. For the West the old Forthshire and Dunblane cricketer, C. T. Mannes, was in grand form. Despite his fifty odd years, he showed all his old form. His 111 is the highest score he has ever made at Hamilton Crescent. Scores:— bbox=[945, 1679, 1220, 1763]
copyright-watermark: Image © THE BRITISH LIBRARY BOARD. ALL RIGHTS RESERVED. bbox=[979, 2244, 1484, 2260]
table-cell: 2 bbox=[1212, 1373, 1218, 1383]
table-cell: St Mirren Juniors bbox=[645, 776, 724, 787]
article-paragraph: In the relay race Miss Grant's team was first, with Mr M'Donald's second. The one-mile walk went to R. M. Smith. bbox=[42, 1279, 317, 1300]
table-row bbox=[343, 1826, 618, 1837]
table-cell: W. Lucas, run out bbox=[946, 1492, 1024, 1502]
article-paragraph: First Semi-Final—Sporting Lad and Irish Hall. Second Semi-Final—Grace and Fanny. Third Semi-Final—Black Amors and Sporting. Fourth Semi-Final—Hand and Flash Lady. Final—1 Mr Montgomery's Sporting Lad, Wee Rab, Lady; Fanny, Flash Lady; Red Flag; 10 to 1 Leo Trouble. Won by inches. bbox=[644, 1229, 919, 1292]
table-cell: R. L. Timber, b Sandiford bbox=[946, 1315, 1059, 1325]
article-headline: £850 FOR RED CROSS AT CLYDEBANK. bbox=[352, 1034, 608, 1080]
masthead-title: THE POST SUNDAY SPECIAL, JULY 1, 1917. bbox=[379, 23, 1137, 57]
table-cell: Petershill bbox=[763, 788, 806, 799]
table-cell: 18 bbox=[1207, 1384, 1218, 1394]
table-row bbox=[945, 1849, 1220, 1861]
article-paragraph: Five-a-side Football—First Round—Hibernians beat Rangers (Greer, Gibson, Dunlop, Martin, Bowie and Chalmers). Second Round—Parkhead beat Gordon, Second Round—Vale of Leven beat Queen's Park, Hearts beat Hibernians. Semi-Finals—Vale of Leven beat Hearts. Final—Vale of Leven beat Queen's Park. bbox=[343, 1529, 618, 1591]
race-title: 4.30—JUNCTION SELLING RACE—Five Furlongs. bbox=[953, 829, 1198, 840]
article-headline: COATBRIDGE MEET. bbox=[662, 1417, 900, 1441]
advert-line: DAN FLYNN v. PAT BRESLIN—Fifteen Three-Minute Rounds. bbox=[52, 1873, 306, 1899]
table-row bbox=[945, 1826, 1220, 1838]
table-cell: 2 bbox=[1212, 1872, 1218, 1883]
table-row bbox=[945, 1418, 1220, 1429]
list-item: Green Briton bbox=[945, 1069, 1004, 1080]
advert-line: FOOTBALL, RUNNING, JUMPING, WRESTLING, AND TUG-OF-WAR. bbox=[82, 1978, 276, 2004]
race-betting: Betting—5 to 4 against Ethel H., 2 to 1 against High View, 6 to 1 against Lady Erie. Winner retained for 70 sovs. bbox=[945, 990, 1220, 1011]
adjacent-page-text: ig bbox=[1519, 884, 1581, 951]
table-row bbox=[945, 2072, 1220, 2084]
table-cell: W. Jamieson, c Gillespie, b Muir bbox=[946, 1407, 1088, 1417]
article-paragraph: J. Durand and T. Spiers are the players who met at a benefit match for the widow of John Royal Albert Club, who has fallen in France. bbox=[1246, 500, 1473, 531]
table-cell: Total for nine wickets bbox=[946, 2095, 1043, 2106]
table-cell: Total bbox=[946, 1442, 969, 1452]
placings bbox=[945, 589, 1220, 628]
section-heading: CRICKET. bbox=[945, 1100, 1220, 1142]
scorecard-heading: R & W. ATHLETIC. bbox=[1033, 1766, 1131, 1778]
table-cell: Ayrshire bbox=[645, 742, 683, 753]
article-paragraph: There are many exciting events tabled. After week Tom Weir and Hughie Orr play for £35-a-head for £50. Winner was a persistent shot in the final, the Ballieston man is great form all the length as a winner. The Ballieston man will be great for the final. bbox=[1246, 300, 1473, 363]
table-cell: Lieut. Wilson, c Dinsmore, b Sandiford bbox=[946, 1419, 1119, 1429]
table-row bbox=[945, 1514, 1220, 1526]
table-cell: J. Bevel, not out bbox=[946, 1895, 1017, 1906]
list-item: Simon's Choice bbox=[945, 843, 1014, 854]
table-cell: A. Anderson, c Fox, b Caldwell bbox=[946, 2061, 1083, 2071]
advert-line: Ladies' and Skinner—The Rollicking Knock-abouts in a new act. bbox=[49, 1952, 309, 1978]
table-row bbox=[644, 753, 919, 765]
table-row bbox=[945, 1895, 1220, 1907]
table-row bbox=[945, 1595, 1220, 1606]
table-cell: W. A. Walker, run out bbox=[946, 1849, 1040, 1860]
article-headline: C. T. MANNES' FINE SCORE. bbox=[966, 1629, 1199, 1676]
article-paragraph: A kindly action, Mr Farr. Jamieson (Bo'ness) and M'Neill (New Stevenston) are fixed for £50 for the Lesh Lane Bowling Green. Glasgow club will run opposition for next Saturday to the Mayburn club. bbox=[1246, 535, 1473, 587]
table-cell: G. Allan, c Duncan, b Thomson bbox=[946, 1907, 1084, 1918]
table-cell: R. H. Muir, b Spencer bbox=[946, 1515, 1044, 1525]
adjacent-page-edge bbox=[1504, 7, 1624, 2265]
table-row bbox=[945, 1338, 1220, 1349]
article-headline: GLASGOW CHAMPIONSHIP. bbox=[1262, 774, 1458, 822]
scorecard-heading: POLOC. bbox=[1062, 1455, 1103, 1466]
table-cell: Military bbox=[763, 753, 799, 764]
table-row bbox=[945, 1549, 1220, 1560]
list-item: Crossier bbox=[945, 589, 983, 600]
list-item: Aldermaston bbox=[945, 603, 1003, 614]
table-cell: C. T. Mannes, c Welford, b Allan bbox=[946, 1957, 1089, 1968]
table-cell: 7 bbox=[1212, 1538, 1218, 1548]
table-cell: 0 bbox=[1212, 1980, 1218, 1991]
table-cell: Reece bbox=[344, 1826, 372, 1837]
section-heading: WHIPPETING. bbox=[644, 805, 919, 847]
table-row bbox=[945, 1560, 1220, 1572]
table-cell: 41 bbox=[1207, 1780, 1218, 1791]
